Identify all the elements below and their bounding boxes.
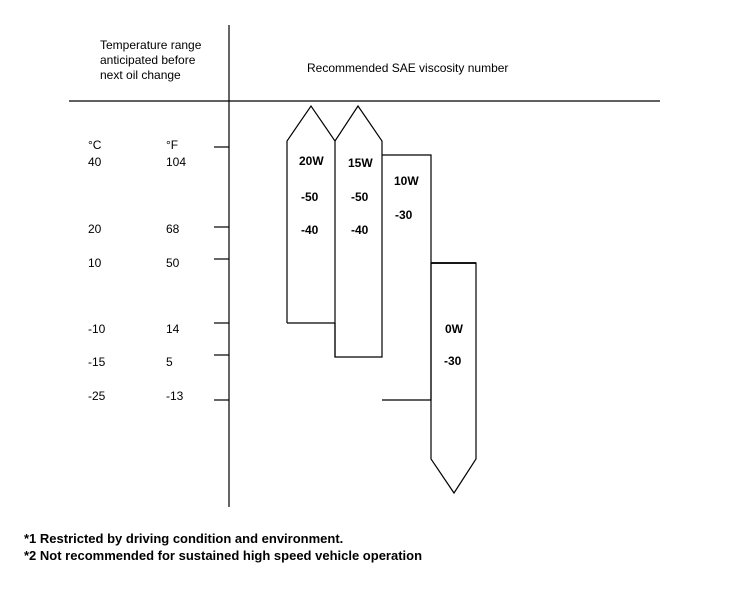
grade-10w-label: 10W [394, 174, 419, 188]
celsius-value: 40 [88, 155, 102, 169]
celsius-value: -15 [88, 355, 106, 369]
grade-15w-variant: -40 [351, 223, 369, 237]
fahrenheit-value: -13 [166, 389, 184, 403]
fahrenheit-value: 68 [166, 222, 180, 236]
unit-celsius: °C [88, 138, 102, 152]
viscosity-number-label: Recommended SAE viscosity number [307, 61, 509, 75]
grade-0w-label: 0W [445, 322, 463, 336]
footnote-2: *2 Not recommended for sustained high speed vehicle operation [24, 548, 423, 563]
grade-20w-variant: -40 [301, 223, 319, 237]
celsius-value: 20 [88, 222, 102, 236]
temperature-range-label-line3: next oil change [100, 68, 181, 82]
fahrenheit-value: 5 [166, 355, 173, 369]
temperature-range-label-line2: anticipated before [100, 53, 196, 67]
band-10w-shape [382, 155, 431, 400]
band-20w-shape [287, 106, 335, 323]
grade-20w-label: 20W [299, 154, 324, 168]
celsius-value: 10 [88, 256, 102, 270]
celsius-value: -25 [88, 389, 106, 403]
footnote-1: *1 Restricted by driving condition and environment. [24, 531, 344, 546]
grade-15w-label: 15W [348, 156, 373, 170]
grade-15w-variant: -50 [351, 190, 369, 204]
celsius-value: -10 [88, 322, 106, 336]
fahrenheit-value: 50 [166, 256, 180, 270]
fahrenheit-value: 14 [166, 322, 180, 336]
grade-0w-variant: -30 [444, 354, 462, 368]
unit-fahrenheit: °F [166, 138, 179, 152]
band-0w-shape [431, 263, 476, 493]
grade-20w-variant: -50 [301, 190, 319, 204]
fahrenheit-value: 104 [166, 155, 187, 169]
grade-10w-variant: -30 [395, 208, 413, 222]
temperature-range-label-line1: Temperature range [100, 38, 202, 52]
